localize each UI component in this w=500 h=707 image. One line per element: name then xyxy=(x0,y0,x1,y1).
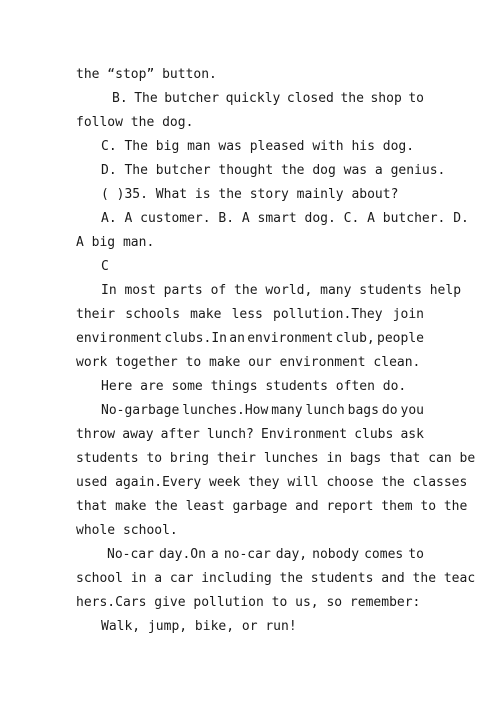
paragraph-line: that make the least garbage and report them to the xyxy=(76,499,468,514)
text-line: A big man. xyxy=(76,235,155,250)
paragraph-line: In most parts of the world, many students help xyxy=(101,283,462,298)
paragraph-line: whole school. xyxy=(76,523,178,538)
answer-options-line: A. A customer. B. A smart dog. C. A butcher. D. xyxy=(101,211,469,226)
option-b-line: B. The butcher quickly closed the shop to xyxy=(112,91,424,106)
paragraph-line: their schools make less pollution.They join xyxy=(76,307,424,322)
paragraph-line: Here are some things students often do. xyxy=(101,379,407,394)
paragraph-line: No-car day.On a no-car day, nobody comes to xyxy=(107,547,424,562)
text-line: the “stop” button. xyxy=(76,67,217,82)
paragraph-line: environment clubs.In an environment club, people xyxy=(76,331,424,346)
option-c-line: C. The big man was pleased with his dog. xyxy=(101,139,415,154)
paragraph-line: used again.Every week they will choose the classes xyxy=(76,475,468,490)
question-35: ( )35. What is the story mainly about? xyxy=(101,187,399,202)
paragraph-line: students to bring their lunches in bags that can be xyxy=(76,451,476,466)
paragraph-line: school in a car including the students and the teac xyxy=(76,571,476,586)
paragraph-line: work together to make our environment clean. xyxy=(76,355,421,370)
paragraph-line: throw away after lunch? Environment clubs ask xyxy=(76,427,424,442)
option-d-line: D. The butcher thought the dog was a genius. xyxy=(101,163,446,178)
section-heading: C xyxy=(101,259,109,274)
paragraph-line: No-garbage lunches.How many lunch bags do you xyxy=(101,403,424,418)
text-line: follow the dog. xyxy=(76,115,194,130)
paragraph-line: hers.Cars give pollution to us, so remember: xyxy=(76,595,421,610)
paragraph-line: Walk, jump, bike, or run! xyxy=(101,619,297,634)
